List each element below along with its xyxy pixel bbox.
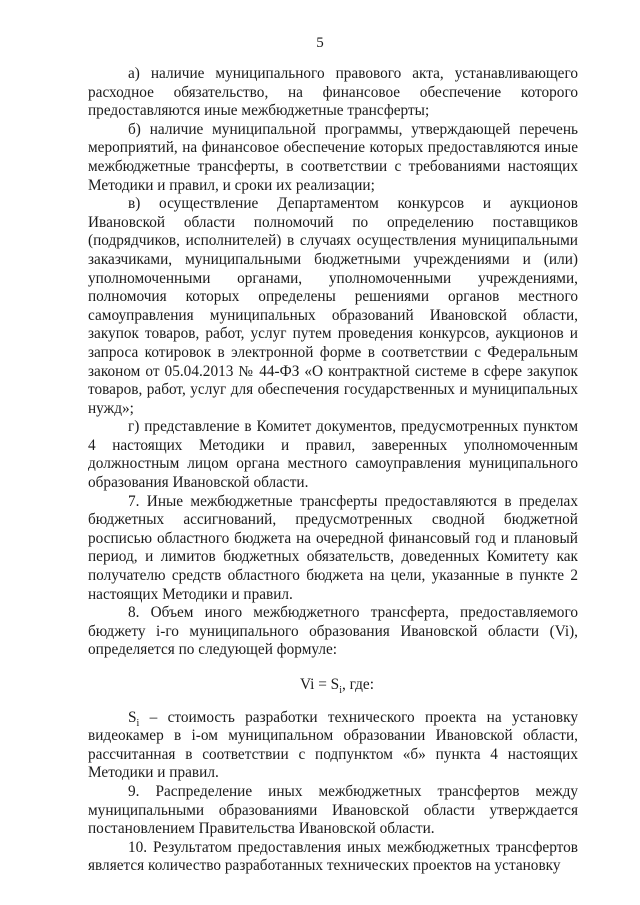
formula-subscript: i (339, 685, 342, 697)
formula-definition (88, 709, 578, 783)
paragraph-a: а) наличие муниципального правового акта, устанавливающего расходное обязательство, на финансовое обеспечение которого предоставляются иные межбюджетные трансферты; (88, 65, 578, 120)
paragraph-10: 10. Результатом предоставления иных межбюджетных трансфертов является количество разработанных технических проектов на установку (88, 838, 578, 875)
paragraph-g: г) представление в Комитет документов, предусмотренных пунктом 4 настоящих Методики и правил, заверенных уполномоченным должностным лицом органа местного самоуправления муниципального образования Ивановской области. (88, 418, 578, 492)
paragraph-7: 7. Иные межбюджетные трансферты предоставляются в пределах бюджетных ассигнований, предусмотренных сводной бюджетной росписью областного бюджета на очередной финансовый год и плановый период, и лимитов бюджетных обязательств, доведенных Комитету как получателю средств областного бюджета на цели, указанные в пункте 2 настоящих Методики и правил. (88, 492, 578, 603)
formula (88, 676, 578, 695)
page-number: 5 (316, 35, 324, 51)
paragraph-8: 8. Объем иного межбюджетного трансферта, предоставляемого бюджету i-го муниципального образования Ивановской области (Vi), определяется по следующей формуле: (88, 604, 578, 659)
document-body (88, 65, 578, 876)
formula-rhs: , где: (341, 676, 374, 693)
paragraph-9: 9. Распределение иных межбюджетных трансфертов между муниципальными образованиями Ивановской области утверждается постановлением Правительства Ивановской области. (88, 782, 578, 838)
paragraph-v: в) осуществление Департаментом конкурсов и аукционов Ивановской области полномочий по определению поставщиков (подрядчиков, исполнителей) в случаях осуществления муниципальными заказчиками, муниципальными бюджетными учреждениями и (или) уполномоченными органами, уполномоченными учреждениями, полномочия которых определены решениями органов местного самоуправления муниципальных образований Ивановской области, закупок товаров, работ, услуг путем проведения конкурсов, аукционов и запроса котировок в электронной форме в соответствии с Федеральным законом от 05.04.2013 № 44-ФЗ «О контрактной системе в сфере закупок товаров, работ, услуг для обеспечения государственных и муниципальных нужд»; (88, 195, 578, 417)
definition-subscript: i (136, 717, 140, 729)
paragraph-b: б) наличие муниципальной программы, утверждающей перечень мероприятий, на финансовое обеспечение которых предоставляются иные межбюджетные трансферты, в соответствии с требованиями настоящих Методики и правил, и сроки их реализации; (88, 120, 578, 194)
formula-lhs: Vi = S (300, 676, 340, 693)
definition-symbol: S (128, 708, 137, 726)
definition-text: – стоимость разработки технического проекта на установку видеокамер в i-ом муниципальном образовании Ивановской области, рассчитанная в соответствии с подпунктом «б» пункта 4 настоящих Методики и правил. (88, 708, 578, 782)
